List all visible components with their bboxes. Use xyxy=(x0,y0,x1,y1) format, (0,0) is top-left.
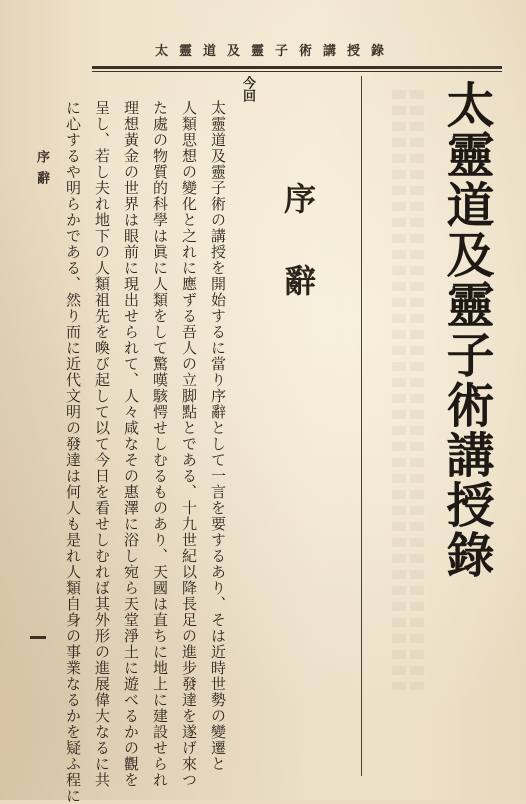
body-text-column: 呈し、若し夫れ地下の人類祖先を喚び起して以て今日を看せしむれば其外形の進展偉大なるに共 xyxy=(93,100,111,788)
column-heading: 今回 xyxy=(240,76,255,102)
margin-section-label: 序辭 xyxy=(34,150,49,192)
body-text-column: た處の物質的科學は眞に人類をして驚嘆駭愕せしむるものあり、天國は直ちに地上に建設せられ xyxy=(151,100,169,788)
header-rule-thin xyxy=(92,71,502,72)
title-divider xyxy=(361,76,362,776)
body-text-column: 人類思想の變化と之れに應ずる吾人の立脚點とである、十九世紀以降長足の進步發達を遂げ來つ xyxy=(180,100,198,788)
body-text-column: 太靈道及靈子術の講授を開始するに當り序辭として一言を要するあり、そは近時世勢の變遷と xyxy=(209,100,227,772)
page-number xyxy=(30,636,46,639)
bleed-through-texture xyxy=(410,90,424,690)
section-heading: 序辭 xyxy=(279,182,317,346)
header-rule xyxy=(92,66,502,69)
body-text-column: に心するや明らかである、然り而に近代文明の發達は何人も是れ人類自身の事業なるかを疑ふ程に xyxy=(64,100,82,804)
bleed-through-texture xyxy=(392,90,406,690)
page-title: 太靈道及靈子術講授錄 xyxy=(438,80,494,580)
running-header: 太靈道及靈子術講授錄 xyxy=(154,44,395,59)
body-text-column: 理想黃金の世界は眼前に現出せられて、人々咸なその惠澤に浴し宛ら天堂淨土に遊べるかの觀を xyxy=(122,100,140,788)
